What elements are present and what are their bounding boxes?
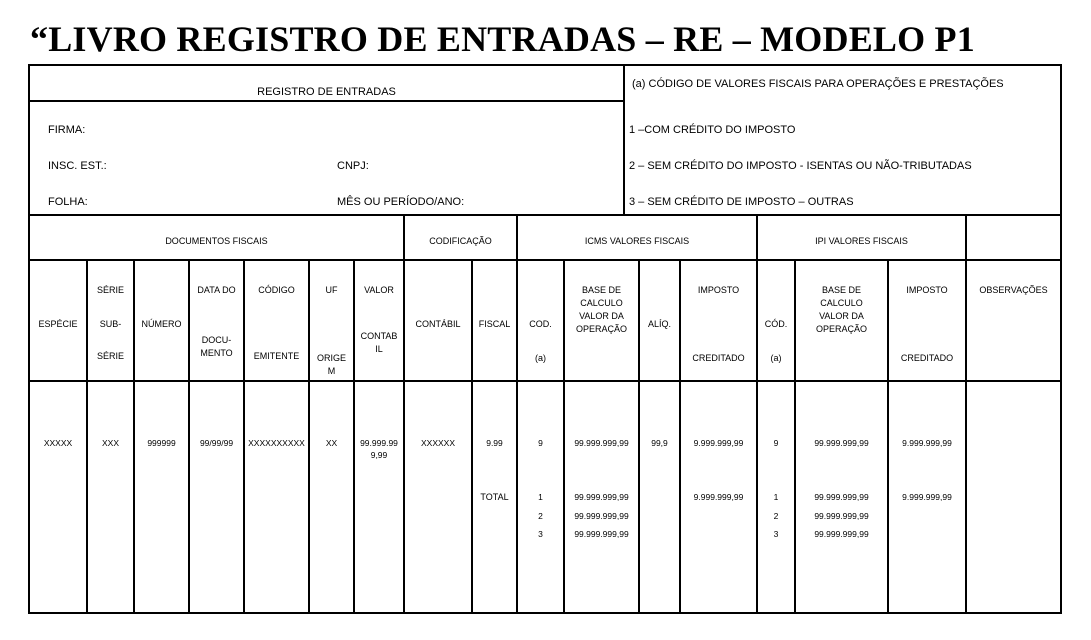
col-ipi-imposto-1: IMPOSTO (906, 285, 948, 295)
col-ipi-base-2: CALCULO (820, 298, 863, 308)
total-icms-cod-1: 1 (538, 492, 543, 502)
col-icms-base-1: BASE DE (581, 285, 621, 295)
col-observacoes: OBSERVAÇÕES (979, 285, 1048, 295)
divider-icms (756, 214, 758, 614)
cell-contabil: XXXXXX (420, 438, 456, 448)
total-icms-base-1: 99.999.999,99 (574, 492, 629, 502)
col-valor-3: IL (375, 344, 383, 354)
total-ipi-cod-2: 2 (773, 511, 779, 521)
divider-ipi (965, 214, 967, 614)
registro-header: REGISTRO DE ENTRADAS (257, 86, 396, 98)
col-icms-cod-a: (a) (535, 353, 546, 363)
codigo-valores-header: (a) CÓDIGO DE VALORES FISCAIS PARA OPERAÇÕES E PRESTAÇÕES (632, 78, 1004, 90)
total-icms-cod-2: 2 (538, 511, 543, 521)
col-uf-1: UF (325, 285, 338, 295)
column-header-line (28, 380, 1062, 382)
folha-label: FOLHA: (48, 196, 88, 208)
cell-ipi-imposto: 9.999.999,99 (902, 438, 952, 448)
code-2-text: 2 – SEM CRÉDITO DO IMPOSTO - ISENTAS OU NÃO-TRIBUTADAS (629, 160, 972, 172)
cell-fiscal: 9.99 (486, 438, 503, 448)
cell-codigo: XXXXXXXXXX (248, 438, 305, 448)
total-icms-cod-3: 3 (538, 529, 543, 539)
insc-est-label: INSC. EST.: (48, 160, 107, 172)
cnpj-label: CNPJ: (337, 160, 369, 172)
icms-group-header: ICMS VALORES FISCAIS (584, 236, 690, 246)
col-codigo-2: EMITENTE (253, 351, 300, 361)
page-title: “LIVRO REGISTRO DE ENTRADAS – RE – MODELO P1 (30, 19, 975, 59)
ipi-group-header: IPI VALORES FISCAIS (815, 236, 908, 246)
cell-serie: XXX (101, 438, 119, 448)
cell-ipi-cod: 9 (773, 438, 779, 448)
col-icms-imposto-1: IMPOSTO (697, 285, 740, 295)
col-icms-base-2: CALCULO (580, 298, 623, 308)
col-serie-3: SÉRIE (96, 351, 124, 361)
col-data-2: DOCU- (201, 335, 232, 345)
cell-valor-1: 99.999.99 (360, 438, 398, 448)
docs-group-header: DOCUMENTOS FISCAIS (165, 236, 268, 246)
col-icms-base-4: OPERAÇÃO (575, 324, 627, 334)
col-aliq: ALÍQ. (647, 319, 671, 329)
col-contabil: CONTÁBIL (415, 319, 461, 329)
cell-especie: XXXXX (43, 438, 73, 448)
total-ipi-base-2: 99.999.999,99 (814, 511, 869, 521)
total-icms-base-3: 99.999.999,99 (574, 529, 629, 539)
col-codigo-1: CÓDIGO (258, 285, 295, 295)
divider-docs (403, 214, 405, 614)
codificacao-group-header: CODIFICAÇÃO (429, 236, 492, 246)
col-ipi-imposto-2: CREDITADO (900, 353, 954, 363)
col-data-3: MENTO (200, 348, 233, 358)
col-data-1: DATA DO (197, 285, 236, 295)
total-icms-base-2: 99.999.999,99 (574, 511, 629, 521)
code-3-text: 3 – SEM CRÉDITO DE IMPOSTO – OUTRAS (629, 196, 854, 208)
cell-icms-imposto: 9.999.999,99 (693, 438, 744, 448)
cell-uf: XX (325, 438, 338, 448)
col-ipi-base-3: VALOR DA (819, 311, 864, 321)
header-underline (28, 100, 625, 102)
col-icms-base-3: VALOR DA (579, 311, 624, 321)
mes-periodo-label: MÊS OU PERÍODO/ANO: (337, 196, 465, 208)
cell-valor-2: 9,99 (370, 450, 388, 460)
cell-numero: 999999 (147, 438, 176, 448)
total-label: TOTAL (480, 492, 509, 502)
col-ipi-cod: CÓD. (764, 319, 788, 329)
col-ipi-base-1: BASE DE (821, 285, 861, 295)
col-uf-3: M (327, 366, 336, 376)
col-valor-2: CONTAB (360, 331, 398, 341)
total-ipi-cod-1: 1 (773, 492, 779, 502)
col-serie-2: SUB- (99, 319, 122, 329)
col-fiscal: FISCAL (478, 319, 511, 329)
col-ipi-base-4: OPERAÇÃO (815, 324, 867, 334)
col-icms-imposto-2: CREDITADO (692, 353, 745, 363)
total-ipi-cod-3: 3 (773, 529, 779, 539)
col-uf-2: ORIGE (316, 353, 346, 363)
cell-aliq: 99,9 (651, 438, 668, 448)
total-icms-imposto: 9.999.999,99 (693, 492, 744, 502)
col-numero: NÚMERO (141, 319, 182, 329)
col-icms-cod: COD. (529, 319, 552, 329)
group-header-line (28, 259, 1062, 261)
cell-data: 99/99/99 (199, 438, 234, 448)
firma-label: FIRMA: (48, 124, 86, 136)
col-valor-1: VALOR (364, 285, 394, 295)
cell-icms-cod: 9 (538, 438, 543, 448)
main-table-frame (28, 214, 1062, 614)
col-ipi-cod-a: (a) (770, 353, 782, 363)
divider-codif (516, 214, 518, 614)
col-especie: ESPÉCIE (38, 319, 78, 329)
code-1-text: 1 –COM CRÉDITO DO IMPOSTO (629, 124, 796, 136)
total-ipi-base-1: 99.999.999,99 (814, 492, 869, 502)
total-ipi-base-3: 99.999.999,99 (814, 529, 869, 539)
cell-icms-base: 99.999.999,99 (574, 438, 629, 448)
cell-ipi-base: 99.999.999,99 (814, 438, 869, 448)
col-serie-1: SÉRIE (96, 285, 124, 295)
total-ipi-imposto: 9.999.999,99 (902, 492, 952, 502)
